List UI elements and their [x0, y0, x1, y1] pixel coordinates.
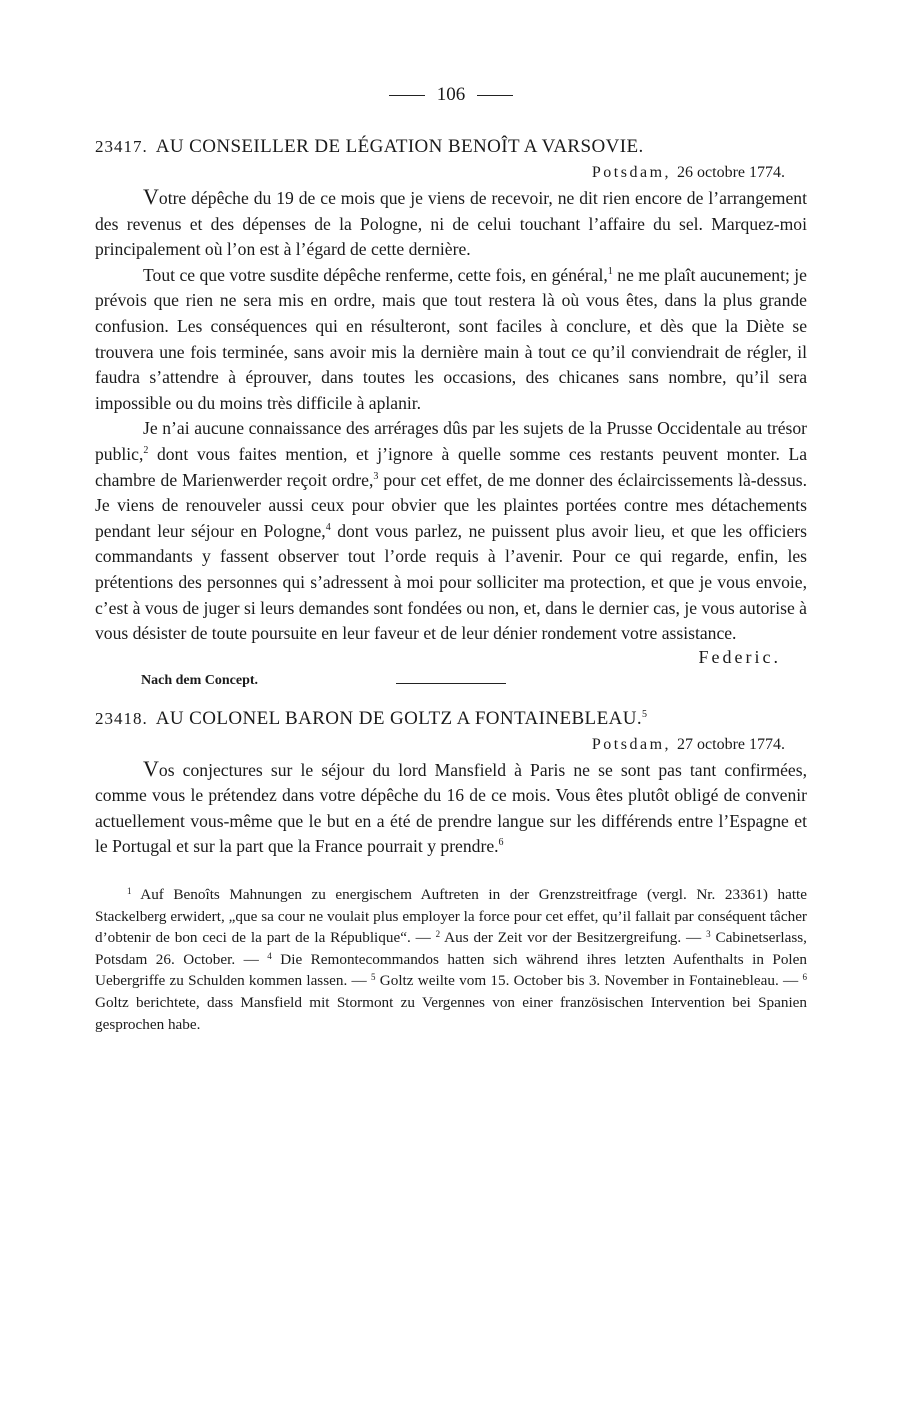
- letter-paragraph: [95, 756, 807, 860]
- paragraph-text: dont vous parlez, ne puissent plus avoir lieu, et que les officiers commandants y fassent observer tout l’orde requis à l’avenir. Pour ce qui regarde, enfin, les prétentions des personnes qui s’adressent à moi pour solliciter ma protection, et que je vous envoie, c’est à vous de juger si leurs demandes sont fondées ou non, et, dans le dernier cas, je vous autorise à vous désister de toute poursuite en leur faveur et de leur dénier rondement votre assistance.: [95, 520, 808, 644]
- letter-date: 27 octobre 1774.: [677, 735, 785, 753]
- footnotes: [95, 884, 807, 1035]
- folio-rule-left: [389, 95, 425, 96]
- footnote-text: Auf Benoîts Mahnungen zu energischem Auftreten in der Grenzstreitfrage (vergl. Nr. 23361) hatte Stackelberg erwidert, „que sa cour ne voulait plus employer la force pour cet effet, qu’il fallait par conséquent tâcher d’obtenir de bon ceci de la part de la République“. —: [95, 886, 807, 947]
- letter-dateline: [95, 734, 807, 756]
- footnote-text: Cabinetserlass, Potsdam 26. October. —: [95, 929, 807, 968]
- footnote-marker: 2: [143, 444, 149, 456]
- letter-paragraph: [95, 263, 807, 417]
- letter-number: 23418.: [95, 708, 148, 728]
- footnote-marker: 5: [371, 972, 376, 983]
- page-number: 106: [436, 84, 466, 105]
- footnote-marker: 4: [267, 950, 272, 961]
- paragraph-text: ne me plaît aucunement; je prévois que rien ne sera mis en ordre, mais que tout restera là où vous êtes, dans la plus grande confusion. Les conséquences qui en résulteront, sont faciles à conclure, et dès que la Diète se trouvera une fois terminée, sans avoir mis la dernière main à tout ce qu’il conviendrait de régler, il faudra s’attendre à éprouver, dans toutes les occasions, des chicanes sans nombre, qu’il sera impossible ou du moins très difficile à aplanir.: [95, 264, 807, 413]
- footnote-text: Die Remontecommandos hatten sich während ihres letzten Aufenthalts in Polen Uebergriffe zu Schulden kommen lassen. —: [95, 950, 807, 990]
- footnote-marker: 6: [498, 837, 504, 849]
- document-page: [95, 84, 807, 1035]
- paragraph-text: dont vous faites mention, et j’ignore à quelle somme ces restants peuvent monter. La chambre de Marienwerder reçoit ordre,: [95, 443, 807, 490]
- paragraph-text: pour cet effet, de me donner des éclaircissements là-dessus. Je viens de renouveler aussi ceux pour obvier que les plaintes portées contre mes détachements pendant leur séjour en Pologne,: [95, 469, 807, 541]
- letter-place: Potsdam,: [591, 735, 672, 753]
- folio-rule-right: [477, 95, 513, 96]
- signature: Federic.: [698, 646, 781, 667]
- footnote-text: Aus der Zeit vor der Besitzergreifung. —: [440, 929, 707, 947]
- section-divider: [396, 683, 506, 684]
- footnote-marker: 1: [607, 265, 613, 277]
- letter-heading: [95, 134, 807, 160]
- letter-date: 26 octobre 1774.: [677, 164, 785, 181]
- page-header: [95, 84, 807, 118]
- paragraph-text: Vos conjectures sur le séjour du lord Mansfield à Paris ne se sont pas tant confirmées, comme vous le prétendez dans votre dépêche du 16 de ce mois. Vous êtes plutôt obligé de convenir actuellement vous-même que le but en a été de prendre langue sur les différends entre l’Espagne et le Portugal et sur la part que la France pourrait y prendre.: [95, 755, 807, 857]
- letter-number: 23417.: [95, 137, 148, 156]
- footnote-marker: 3: [706, 929, 711, 940]
- footnote-marker: 6: [802, 972, 807, 983]
- paragraph-text: Je n’ai aucune connaissance des arrérages dûs par les sujets de la Prusse Occidentale au trésor public,: [95, 418, 807, 464]
- letter-place: Potsdam,: [591, 164, 672, 181]
- letter-paragraph: Votre dépêche du 19 de ce mois que je viens de recevoir, ne dit rien encore de l’arrangement des revenus et des dépenses de la Pologne, ni de celui touchant l’affaire du sel. Marquez-moi principalement où l’on est à l’égard de cette dernière.: [95, 184, 807, 260]
- letter-paragraph: [95, 416, 807, 646]
- letter-title: AU COLONEL BARON DE GOLTZ A FONTAINEBLEAU.: [155, 707, 642, 729]
- footnote-marker: 5: [641, 708, 648, 720]
- source-note: Nach dem Concept.: [141, 672, 259, 688]
- footnote-text: Goltz berichtete, dass Mansfield mit Stormont zu Vergennes von einer französischen Intervention bei Spanien gesprochen habe.: [95, 994, 807, 1033]
- footnote-marker: 1: [127, 886, 132, 897]
- footnote-marker: 2: [435, 929, 441, 940]
- letter-title: AU CONSEILLER DE LÉGATION BENOÎT A VARSOVIE.: [155, 136, 644, 157]
- footnote-marker: 4: [325, 521, 331, 533]
- letter-heading: [95, 706, 807, 732]
- letter-dateline: [95, 162, 807, 184]
- footnote-marker: 3: [373, 470, 379, 482]
- paragraph-text: Tout ce que votre susdite dépêche renferme, cette fois, en général,: [143, 264, 608, 285]
- footnote-text: Goltz weilte vom 15. October bis 3. November in Fontainebleau. —: [375, 972, 803, 990]
- signature-row: [95, 647, 807, 673]
